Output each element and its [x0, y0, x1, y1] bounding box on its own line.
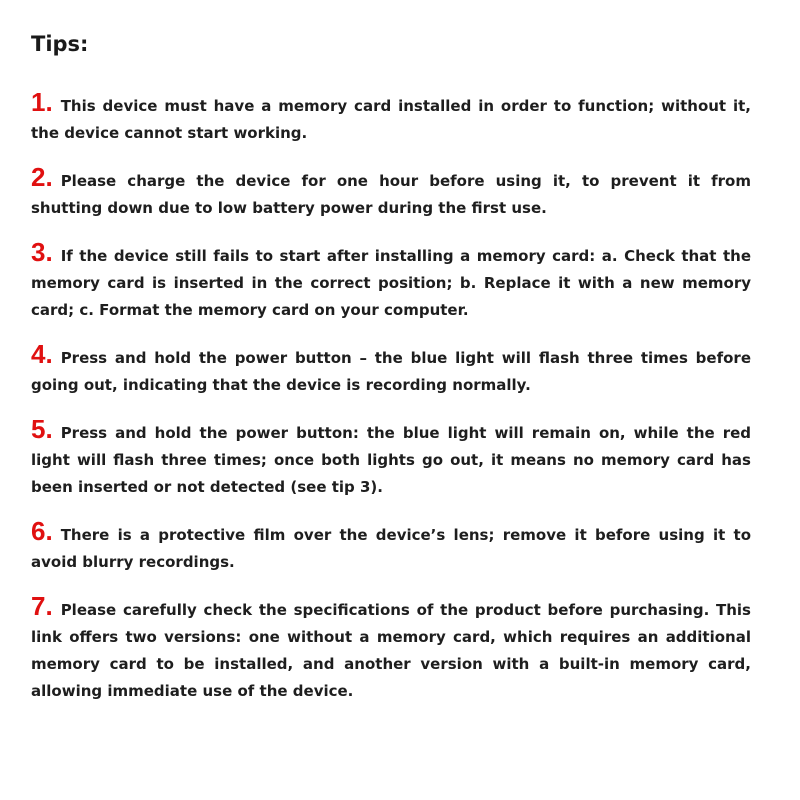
tip-text-rest: shutting down due to low battery power during the first use.: [31, 199, 547, 217]
tip-text-line1: There is a protective film over the device’s lens; remove it before using it to: [60, 526, 751, 544]
tip-text-rest: avoid blurry recordings.: [31, 553, 235, 571]
tip-first-line: [31, 411, 751, 447]
tip-7: [31, 588, 751, 705]
tips-document: [31, 30, 751, 717]
tip-2: [31, 159, 751, 222]
tip-text-rest: going out, indicating that the device is recording normally.: [31, 376, 531, 394]
tip-text-line1: Please carefully check the specifications of the product before purchasing. This: [60, 601, 751, 619]
tip-text-line1: Press and hold the power button – the blue light will flash three times before: [60, 349, 751, 367]
tip-4: [31, 336, 751, 399]
tip-1: [31, 84, 751, 147]
tip-5: [31, 411, 751, 501]
tip-number: 5.: [31, 414, 53, 444]
tip-number: 2.: [31, 162, 53, 192]
tip-text-line1: If the device still fails to start after installing a memory card: a. Check that the: [60, 247, 751, 265]
page-title: Tips:: [31, 32, 89, 56]
tip-text-line1: Press and hold the power button: the blue light will remain on, while the red: [60, 424, 751, 442]
tip-text-rest: the device cannot start working.: [31, 124, 308, 142]
tip-number: 7.: [31, 591, 53, 621]
tip-number: 6.: [31, 516, 53, 546]
tip-text-line1: This device must have a memory card installed in order to function; without it,: [60, 97, 751, 115]
tip-first-line: [31, 336, 751, 372]
tip-text-line1: Please charge the device for one hour before using it, to prevent it from: [60, 172, 751, 190]
tip-3: [31, 234, 751, 324]
tip-first-line: [31, 84, 751, 120]
tip-first-line: [31, 588, 751, 624]
tip-number: 4.: [31, 339, 53, 369]
tip-6: [31, 513, 751, 576]
tip-first-line: [31, 513, 751, 549]
tip-text-rest: memory card is inserted in the correct position; b. Replace it with a new memory card; c. Format the memory card on your computer.: [31, 274, 751, 319]
tip-first-line: [31, 159, 751, 195]
tip-first-line: [31, 234, 751, 270]
tip-text-rest: link offers two versions: one without a memory card, which requires an additional memory card to be installed, and another version with a built-in memory card, allowing immediate use of the device.: [31, 628, 751, 700]
tip-number: 1.: [31, 87, 53, 117]
tip-text-rest: light will flash three times; once both lights go out, it means no memory card has been inserted or not detected (see tip 3).: [31, 451, 751, 496]
tip-number: 3.: [31, 237, 53, 267]
